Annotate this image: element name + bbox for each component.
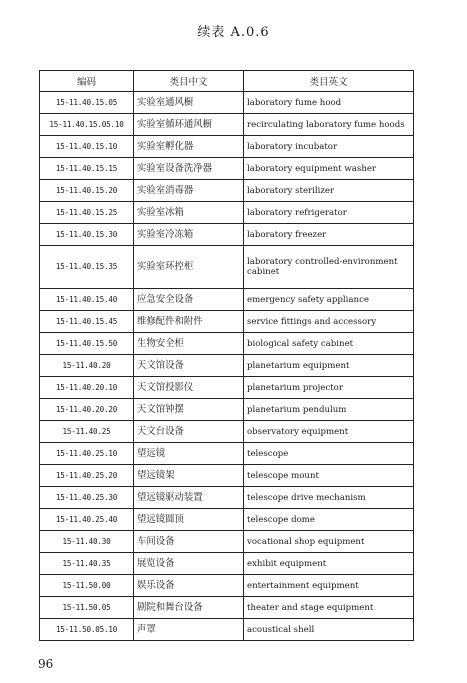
english-name-cell: telescope dome — [244, 509, 414, 531]
chinese-name-cell: 应急安全设备 — [134, 289, 244, 311]
table-row — [40, 421, 414, 443]
english-name-cell: biological safety cabinet — [244, 333, 414, 355]
table-row — [40, 180, 414, 202]
table-row — [40, 399, 414, 421]
code-cell: 15-11.40.25.40 — [40, 509, 134, 531]
chinese-name-cell: 天文馆设备 — [134, 355, 244, 377]
table-row — [40, 531, 414, 553]
table-row — [40, 246, 414, 289]
chinese-name-cell: 生物安全柜 — [134, 333, 244, 355]
table-row — [40, 575, 414, 597]
table-row — [40, 377, 414, 399]
chinese-name-cell: 娱乐设备 — [134, 575, 244, 597]
table-row — [40, 355, 414, 377]
table-row — [40, 443, 414, 465]
english-name-cell: planetarium equipment — [244, 355, 414, 377]
table-row — [40, 114, 414, 136]
table-row — [40, 333, 414, 355]
code-cell: 15-11.50.05 — [40, 597, 134, 619]
table-row — [40, 465, 414, 487]
chinese-name-cell: 天文馆投影仪 — [134, 377, 244, 399]
classification-table — [39, 70, 414, 641]
english-name-cell: laboratory refrigerator — [244, 202, 414, 224]
english-name-cell: laboratory freezer — [244, 224, 414, 246]
table-row — [40, 224, 414, 246]
chinese-name-cell: 声罩 — [134, 619, 244, 641]
header-code: 编码 — [40, 71, 134, 92]
table-row — [40, 289, 414, 311]
code-cell: 15-11.40.30 — [40, 531, 134, 553]
page-number: 96 — [38, 657, 54, 671]
code-cell: 15-11.40.15.05 — [40, 92, 134, 114]
table-row — [40, 553, 414, 575]
code-cell: 15-11.40.15.15 — [40, 158, 134, 180]
code-cell: 15-11.40.15.50 — [40, 333, 134, 355]
english-name-cell: theater and stage equipment — [244, 597, 414, 619]
chinese-name-cell: 展览设备 — [134, 553, 244, 575]
chinese-name-cell: 望远镜架 — [134, 465, 244, 487]
english-name-cell: emergency safety appliance — [244, 289, 414, 311]
table-row — [40, 136, 414, 158]
english-name-cell: planetarium projector — [244, 377, 414, 399]
table-caption: 续表 A.0.6 — [197, 25, 270, 40]
english-name-cell: telescope mount — [244, 465, 414, 487]
english-name-cell: laboratory sterilizer — [244, 180, 414, 202]
chinese-name-cell: 车间设备 — [134, 531, 244, 553]
table-row — [40, 202, 414, 224]
chinese-name-cell: 实验室循环通风橱 — [134, 114, 244, 136]
english-name-cell: exhibit equipment — [244, 553, 414, 575]
english-name-cell: laboratory equipment washer — [244, 158, 414, 180]
table-row — [40, 619, 414, 641]
code-cell: 15-11.40.15.45 — [40, 311, 134, 333]
chinese-name-cell: 实验室设备洗净器 — [134, 158, 244, 180]
code-cell: 15-11.40.35 — [40, 553, 134, 575]
code-cell: 15-11.40.20.10 — [40, 377, 134, 399]
code-cell: 15-11.40.25 — [40, 421, 134, 443]
header-chinese-name: 类目中文 — [134, 71, 244, 92]
chinese-name-cell: 实验室孵化器 — [134, 136, 244, 158]
table-row — [40, 509, 414, 531]
english-name-cell: acoustical shell — [244, 619, 414, 641]
table-row — [40, 311, 414, 333]
code-cell: 15-11.40.25.30 — [40, 487, 134, 509]
english-name-cell: service fittings and accessory — [244, 311, 414, 333]
code-cell: 15-11.40.20 — [40, 355, 134, 377]
english-name-cell: laboratory incubator — [244, 136, 414, 158]
table-row — [40, 92, 414, 114]
code-cell: 15-11.40.25.10 — [40, 443, 134, 465]
english-name-cell: laboratory controlled-environment cabinet — [244, 246, 414, 289]
code-cell: 15-11.50.05.10 — [40, 619, 134, 641]
code-cell: 15-11.40.15.05.10 — [40, 114, 134, 136]
code-cell: 15-11.40.15.20 — [40, 180, 134, 202]
english-name-cell: laboratory fume hood — [244, 92, 414, 114]
table-header-row — [40, 71, 414, 92]
english-name-cell: telescope drive mechanism — [244, 487, 414, 509]
english-name-cell: entertainment equipment — [244, 575, 414, 597]
code-cell: 15-11.40.15.10 — [40, 136, 134, 158]
table-row — [40, 158, 414, 180]
english-name-cell: recirculating laboratory fume hoods — [244, 114, 414, 136]
chinese-name-cell: 望远镜 — [134, 443, 244, 465]
table-row — [40, 487, 414, 509]
chinese-name-cell: 实验室冰箱 — [134, 202, 244, 224]
chinese-name-cell: 维修配件和附件 — [134, 311, 244, 333]
table-body — [40, 92, 414, 641]
chinese-name-cell: 望远镜圆顶 — [134, 509, 244, 531]
chinese-name-cell: 天文台设备 — [134, 421, 244, 443]
chinese-name-cell: 实验室冷冻箱 — [134, 224, 244, 246]
chinese-name-cell: 实验室通风橱 — [134, 92, 244, 114]
chinese-name-cell: 实验室环控柜 — [134, 246, 244, 289]
chinese-name-cell: 天文馆钟摆 — [134, 399, 244, 421]
header-english-name: 类目英文 — [244, 71, 414, 92]
code-cell: 15-11.40.15.35 — [40, 246, 134, 289]
english-name-cell: vocational shop equipment — [244, 531, 414, 553]
english-name-cell: observatory equipment — [244, 421, 414, 443]
english-name-cell: planetarium pendulum — [244, 399, 414, 421]
code-cell: 15-11.40.20.20 — [40, 399, 134, 421]
chinese-name-cell: 剧院和舞台设备 — [134, 597, 244, 619]
code-cell: 15-11.40.25.20 — [40, 465, 134, 487]
english-name-cell: telescope — [244, 443, 414, 465]
chinese-name-cell: 望远镜驱动装置 — [134, 487, 244, 509]
code-cell: 15-11.40.15.40 — [40, 289, 134, 311]
code-cell: 15-11.40.15.30 — [40, 224, 134, 246]
code-cell: 15-11.50.00 — [40, 575, 134, 597]
chinese-name-cell: 实验室消毒器 — [134, 180, 244, 202]
table-row — [40, 597, 414, 619]
code-cell: 15-11.40.15.25 — [40, 202, 134, 224]
